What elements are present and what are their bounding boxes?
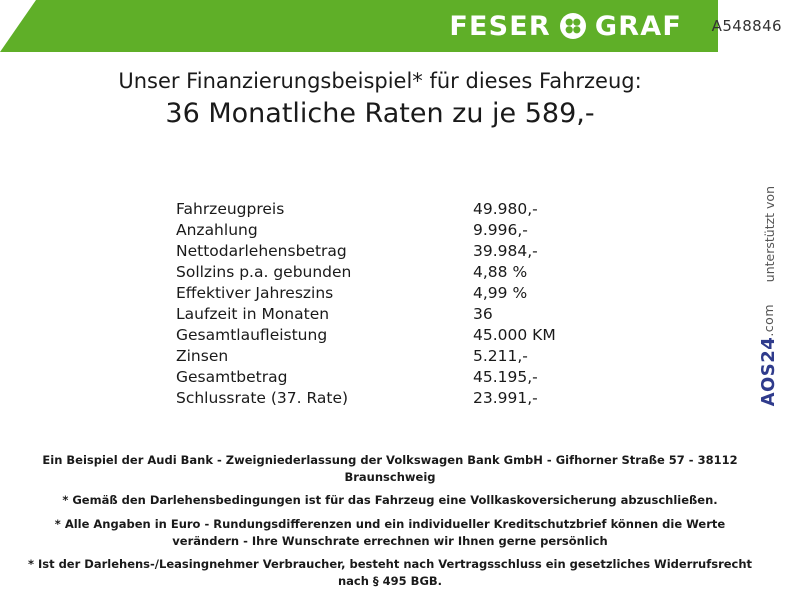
table-row bbox=[176, 324, 606, 345]
table-row bbox=[176, 366, 606, 387]
table-row bbox=[176, 282, 606, 303]
footer-line: Ein Beispiel der Audi Bank - Zweigniederlassung der Volkswagen Bank GmbH - Gifhorner Straße 57 - 38112 Braunschweig bbox=[42, 453, 738, 484]
row-label: Laufzeit in Monaten bbox=[176, 304, 330, 323]
finance-table bbox=[176, 198, 606, 408]
page-title: 36 Monatliche Raten zu je 589,- bbox=[165, 98, 595, 130]
brand-logo bbox=[449, 0, 682, 52]
brand-name-left: FESER bbox=[449, 10, 551, 42]
partner-logo bbox=[758, 304, 779, 406]
row-value: 9.996,- bbox=[473, 220, 528, 239]
table-row bbox=[176, 261, 606, 282]
footer-line: * Ist der Darlehens-/Leasingnehmer Verbraucher, besteht nach Vertragsschluss ein gesetzliches Widerrufsrecht nach § 495 BGB. bbox=[27, 557, 753, 589]
sidebar-partner bbox=[754, 186, 796, 436]
row-label: Nettodarlehensbetrag bbox=[176, 241, 347, 260]
footer-line: * Gemäß den Darlehensbedingungen ist für das Fahrzeug eine Vollkaskoversicherung abzuschließen. bbox=[62, 493, 718, 508]
row-label: Sollzins p.a. gebunden bbox=[176, 262, 352, 281]
table-row bbox=[176, 303, 606, 324]
row-value: 45.000 KM bbox=[473, 325, 556, 344]
row-value: 5.211,- bbox=[473, 346, 528, 365]
partner-logo-name: AOS24 bbox=[758, 336, 779, 407]
page-header bbox=[0, 0, 800, 52]
row-label: Effektiver Jahreszins bbox=[176, 283, 334, 302]
row-value: 4,99 % bbox=[473, 283, 528, 302]
row-value: 39.984,- bbox=[473, 241, 538, 260]
row-label: Gesamtlaufleistung bbox=[176, 325, 328, 344]
page-subtitle: Unser Finanzierungsbeispiel* für dieses Fahrzeug: bbox=[118, 69, 642, 93]
partner-logo-suffix: .com bbox=[761, 304, 776, 337]
row-label: Gesamtbetrag bbox=[176, 367, 288, 386]
row-value: 36 bbox=[473, 304, 493, 323]
row-value: 4,88 % bbox=[473, 262, 528, 281]
row-label: Anzahlung bbox=[176, 220, 258, 239]
row-value: 49.980,- bbox=[473, 199, 538, 218]
row-label: Fahrzeugpreis bbox=[176, 199, 285, 218]
row-label: Schlussrate (37. Rate) bbox=[176, 388, 349, 407]
row-value: 45.195,- bbox=[473, 367, 538, 386]
table-row bbox=[176, 345, 606, 366]
table-row bbox=[176, 219, 606, 240]
footer-disclaimer bbox=[20, 452, 760, 590]
table-row bbox=[176, 240, 606, 261]
brand-name-right: GRAF bbox=[594, 10, 682, 42]
supported-by-label: unterstützt von bbox=[762, 186, 777, 283]
footer-line: * Alle Angaben in Euro - Rundungsdifferenzen und ein individueller Kreditschutzbrief können die Werte verändern - Ihre Wunschrate errechnen wir Ihnen gerne persönlich bbox=[54, 517, 726, 548]
table-row bbox=[176, 387, 606, 408]
title-block bbox=[0, 68, 760, 131]
clover-icon bbox=[560, 13, 586, 39]
row-label: Zinsen bbox=[176, 346, 229, 365]
row-value: 23.991,- bbox=[473, 388, 538, 407]
reference-code: A548846 bbox=[711, 17, 782, 35]
table-row bbox=[176, 198, 606, 219]
